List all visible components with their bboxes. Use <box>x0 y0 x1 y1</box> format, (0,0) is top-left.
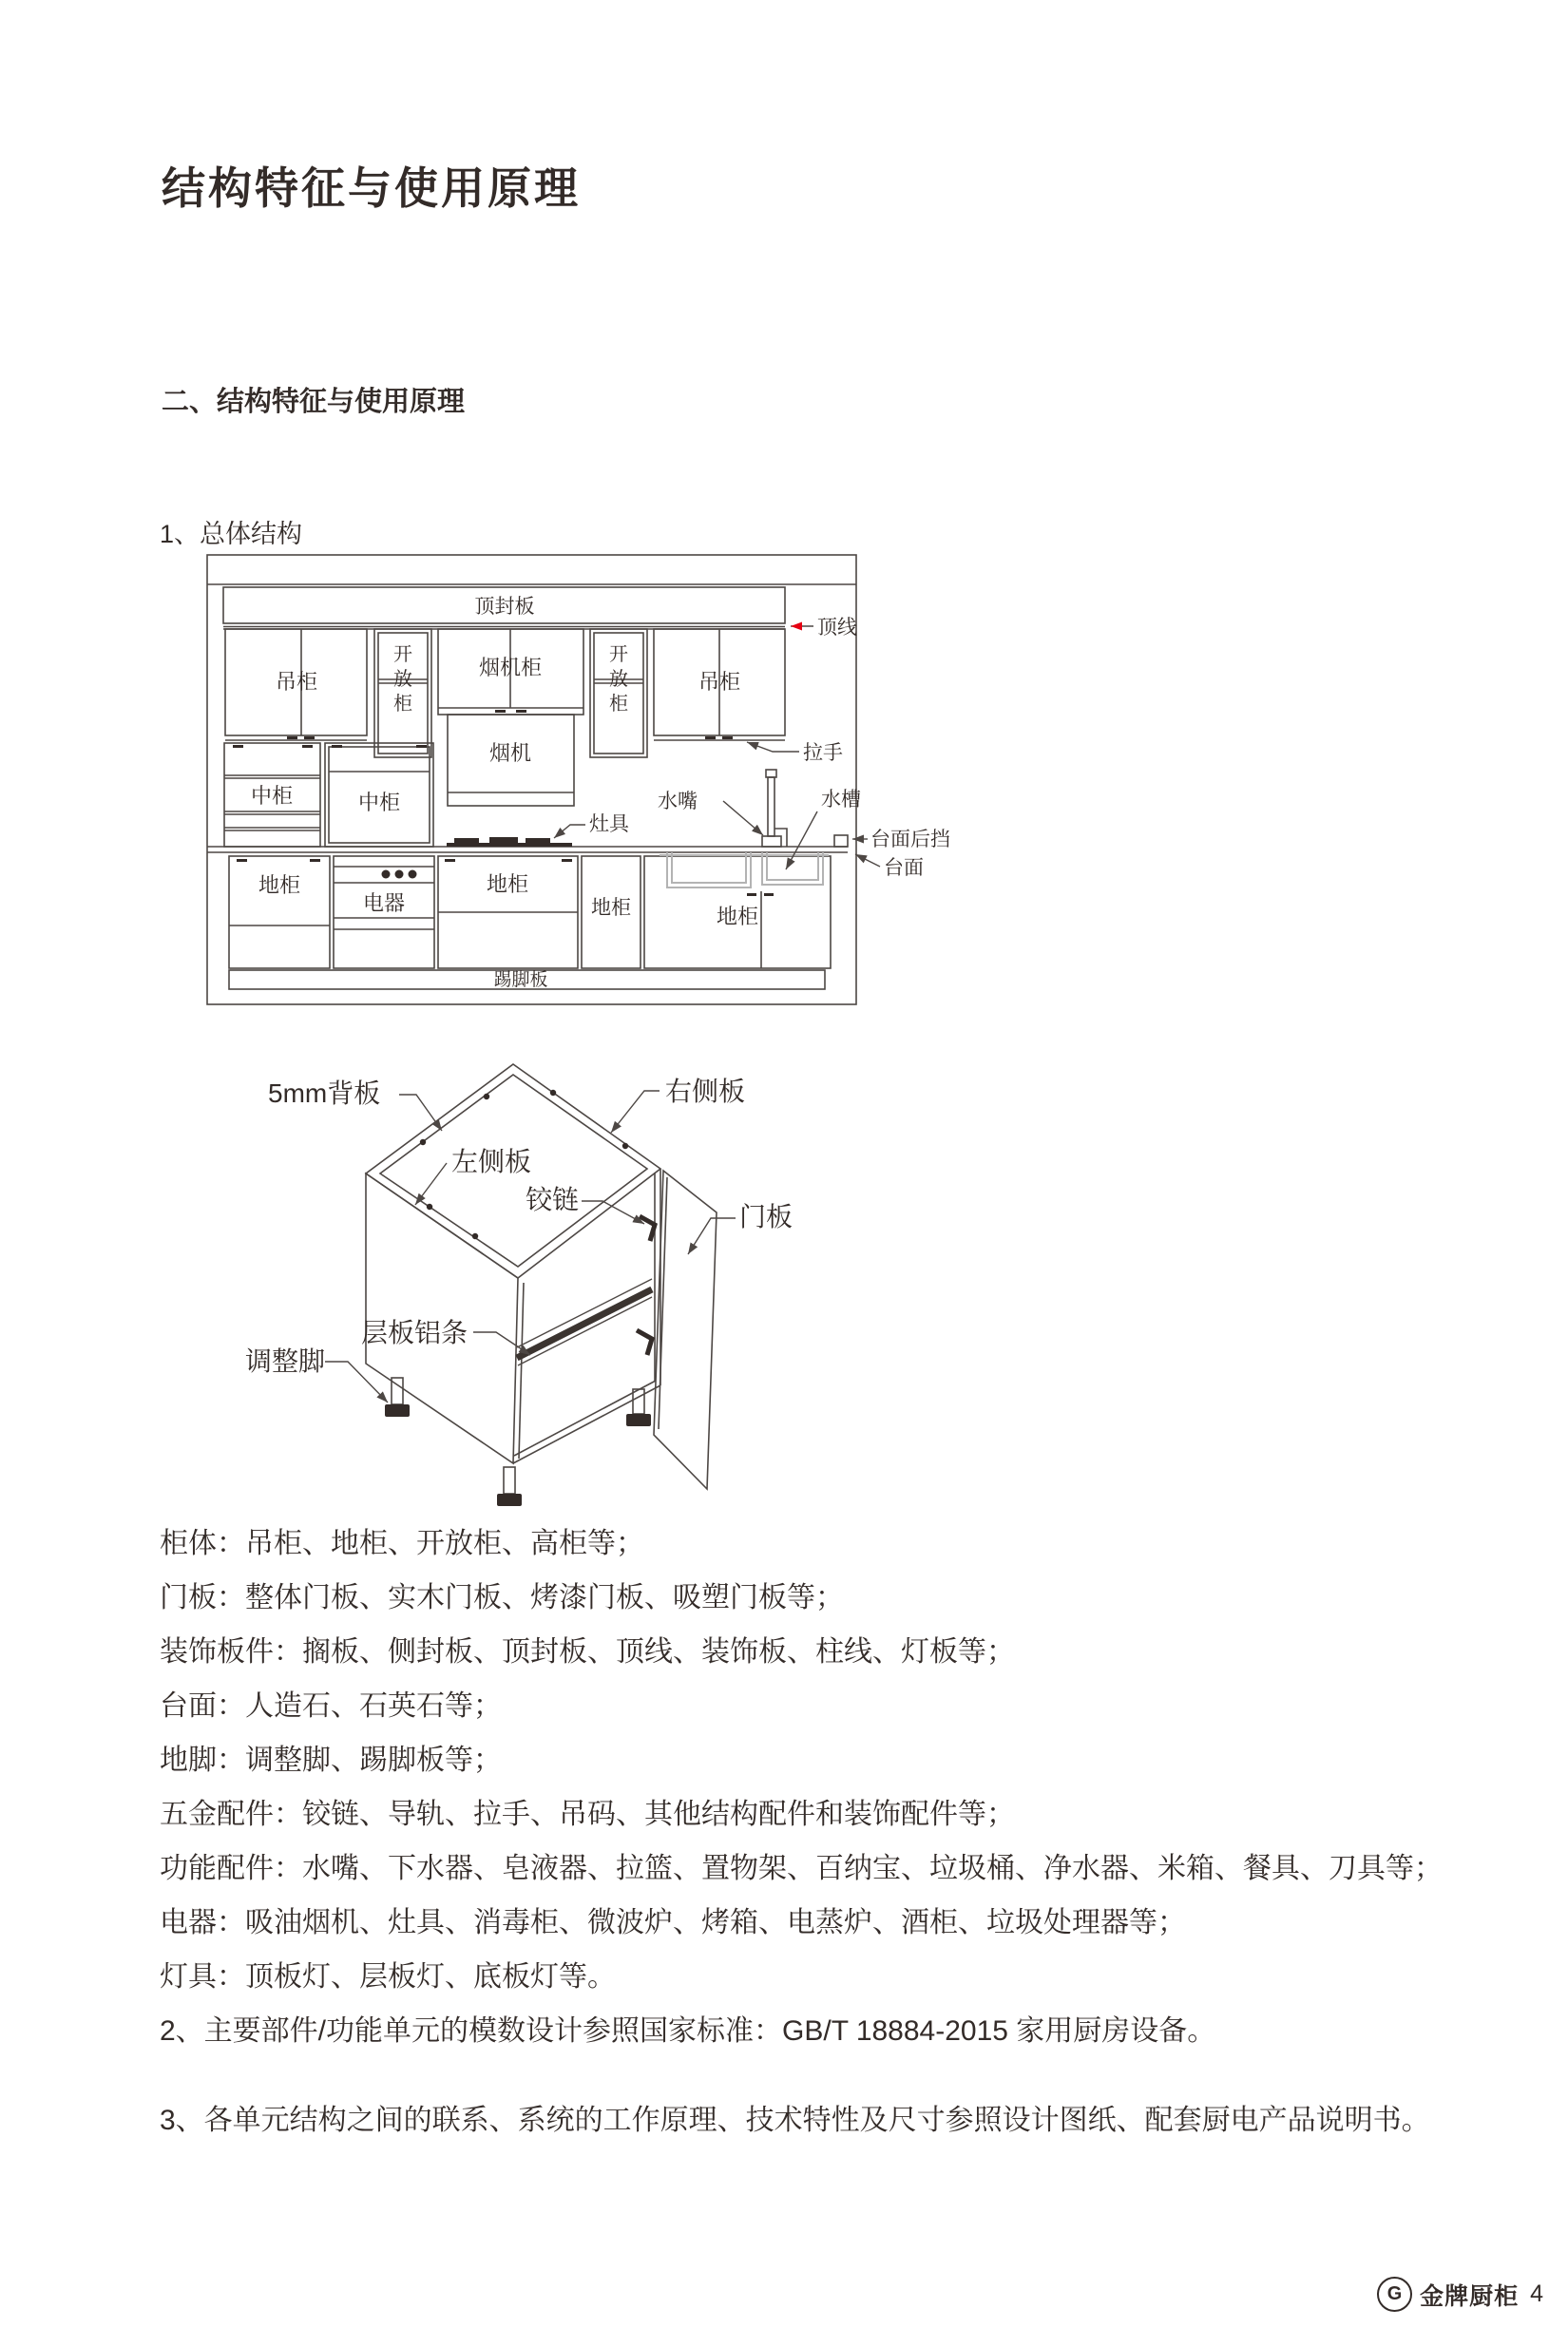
faucet-drawing <box>762 770 787 847</box>
door-open <box>654 1171 717 1489</box>
open-cabinet-left-char-3: 柜 <box>393 694 412 715</box>
subsection-heading: 1、总体结构 <box>160 520 303 548</box>
base-cabinet-1 <box>229 856 330 968</box>
component-line-lights: 灯具：顶板灯、层板灯、底板灯等。 <box>160 1961 616 1993</box>
kitchen-elevation-diagram <box>205 553 994 1007</box>
countertop-callout <box>855 854 924 879</box>
open-cabinet-left-char-1: 开 <box>393 644 412 665</box>
cooktop-label: 灶具 <box>589 813 629 835</box>
adjustable-feet <box>385 1378 651 1506</box>
component-line-trim: 装饰板件：搁板、侧封板、顶封板、顶线、装饰板、柱线、灯板等； <box>160 1636 1015 1668</box>
note-reference: 3、各单元结构之间的联系、系统的工作原理、技术特性及尺寸参照设计图纸、配套厨电产品说明书。 <box>160 2105 1430 2136</box>
component-line-doors: 门板：整体门板、实木门板、烤漆门板、吸塑门板等； <box>160 1582 844 1613</box>
back-panel-callout <box>268 1078 442 1131</box>
toe-kick <box>229 969 825 990</box>
note-standard: 2、主要部件/功能单元的模数设计参照国家标准：GB/T 18884-2015 家用厨房设备。 <box>160 2015 1216 2047</box>
mid-cabinet-left-label: 中柜 <box>250 784 294 808</box>
hood-cabinet-label: 烟机柜 <box>478 656 543 679</box>
appliance-label: 电器 <box>362 891 406 915</box>
mid-cabinet-right <box>325 743 433 847</box>
shelf-strip-label: 层板铝条 <box>361 1318 468 1347</box>
diagram-frame <box>207 555 856 1004</box>
mid-cabinet-right-label: 中柜 <box>357 791 401 814</box>
component-line-hardware: 五金配件：铰链、导轨、拉手、吊码、其他结构配件和装饰配件等； <box>160 1799 1015 1830</box>
handle-callout <box>747 742 843 764</box>
shelf-strip-callout <box>361 1318 530 1355</box>
component-line-appliances: 电器：吸油烟机、灶具、消毒柜、微波炉、烤箱、电蒸炉、酒柜、垃圾处理器等； <box>160 1907 1186 1938</box>
sink-label: 水槽 <box>821 789 861 811</box>
open-cabinet-left-char-2: 放 <box>393 669 412 690</box>
base-cabinet-2-label: 地柜 <box>486 872 529 896</box>
appliance-cabinet <box>334 856 434 968</box>
brand-logo-icon <box>1377 2277 1412 2312</box>
handle-label: 拉手 <box>803 742 843 764</box>
faucet-label: 水嘴 <box>658 791 698 812</box>
cabinet-body <box>366 1064 660 1463</box>
range-hood <box>448 715 574 806</box>
left-panel-callout <box>415 1147 531 1205</box>
base-cabinet-3-label: 地柜 <box>591 897 631 919</box>
component-line-countertop: 台面：人造石、石英石等； <box>160 1690 502 1722</box>
faucet-callout <box>658 791 763 835</box>
open-cabinet-left <box>374 629 431 757</box>
back-panel-label: 5mm背板 <box>268 1078 381 1108</box>
cooktop-burners <box>447 837 572 847</box>
page-title: 结构特征与使用原理 <box>162 163 581 213</box>
right-panel-callout <box>611 1077 745 1133</box>
door-label: 门板 <box>739 1202 794 1231</box>
open-cabinet-right-char-3: 柜 <box>609 694 628 715</box>
cooktop-callout <box>554 813 630 838</box>
cabinet-isometric-diagram <box>219 1026 884 1520</box>
open-cabinet-right-char-1: 开 <box>609 644 628 665</box>
section-heading: 二、结构特征与使用原理 <box>162 387 466 417</box>
top-seal-panel-label: 顶封板 <box>474 596 535 618</box>
footer <box>1377 2277 1543 2312</box>
component-list <box>160 1517 1443 2004</box>
door-callout <box>688 1202 793 1254</box>
toe-kick-label: 踢脚板 <box>493 970 548 990</box>
wall-cabinet-right <box>654 629 785 740</box>
mid-cabinet-left <box>224 743 320 847</box>
sink-basins <box>660 852 829 887</box>
backsplash-label: 台面后挡 <box>870 829 950 850</box>
top-seal-panel <box>223 587 785 629</box>
wall-cabinet-left <box>225 629 367 740</box>
base-cabinet-1-label: 地柜 <box>258 873 301 897</box>
crown-line-callout <box>791 617 857 639</box>
page-number: 4 <box>1530 2280 1543 2307</box>
base-cabinet-3 <box>582 856 641 968</box>
component-line-functional: 功能配件：水嘴、下水器、皂液器、拉篮、置物架、百纳宝、垃圾桶、净水器、米箱、餐具、刀具等； <box>160 1853 1443 1884</box>
hood-cabinet <box>438 629 583 715</box>
brand-name: 金牌厨柜 <box>1420 2282 1520 2310</box>
wall-cabinet-left-label: 吊柜 <box>275 670 318 694</box>
open-cabinet-right-char-2: 放 <box>609 669 628 690</box>
range-hood-label: 烟机 <box>488 741 532 765</box>
hinge-label: 铰链 <box>526 1185 580 1214</box>
countertop-label: 台面 <box>884 857 924 879</box>
wall-cabinet-right-label: 吊柜 <box>698 670 741 694</box>
base-cabinet-4-label: 地柜 <box>716 905 759 928</box>
shelf-with-strip <box>517 1279 652 1365</box>
open-cabinet-right <box>590 629 647 757</box>
hinge-callout <box>526 1185 644 1224</box>
left-panel-label: 左侧板 <box>451 1147 532 1176</box>
backsplash-callout <box>852 829 950 850</box>
component-line-feet: 地脚：调整脚、踢脚板等； <box>160 1745 502 1776</box>
right-panel-label: 右侧板 <box>665 1077 746 1106</box>
component-line-cabinets: 柜体：吊柜、地柜、开放柜、高柜等； <box>160 1528 644 1559</box>
base-cabinet-2 <box>438 856 578 968</box>
crown-line-label: 顶线 <box>817 617 857 639</box>
foot-label: 调整脚 <box>245 1346 326 1376</box>
brand-logo-letter: G <box>1386 2283 1403 2304</box>
